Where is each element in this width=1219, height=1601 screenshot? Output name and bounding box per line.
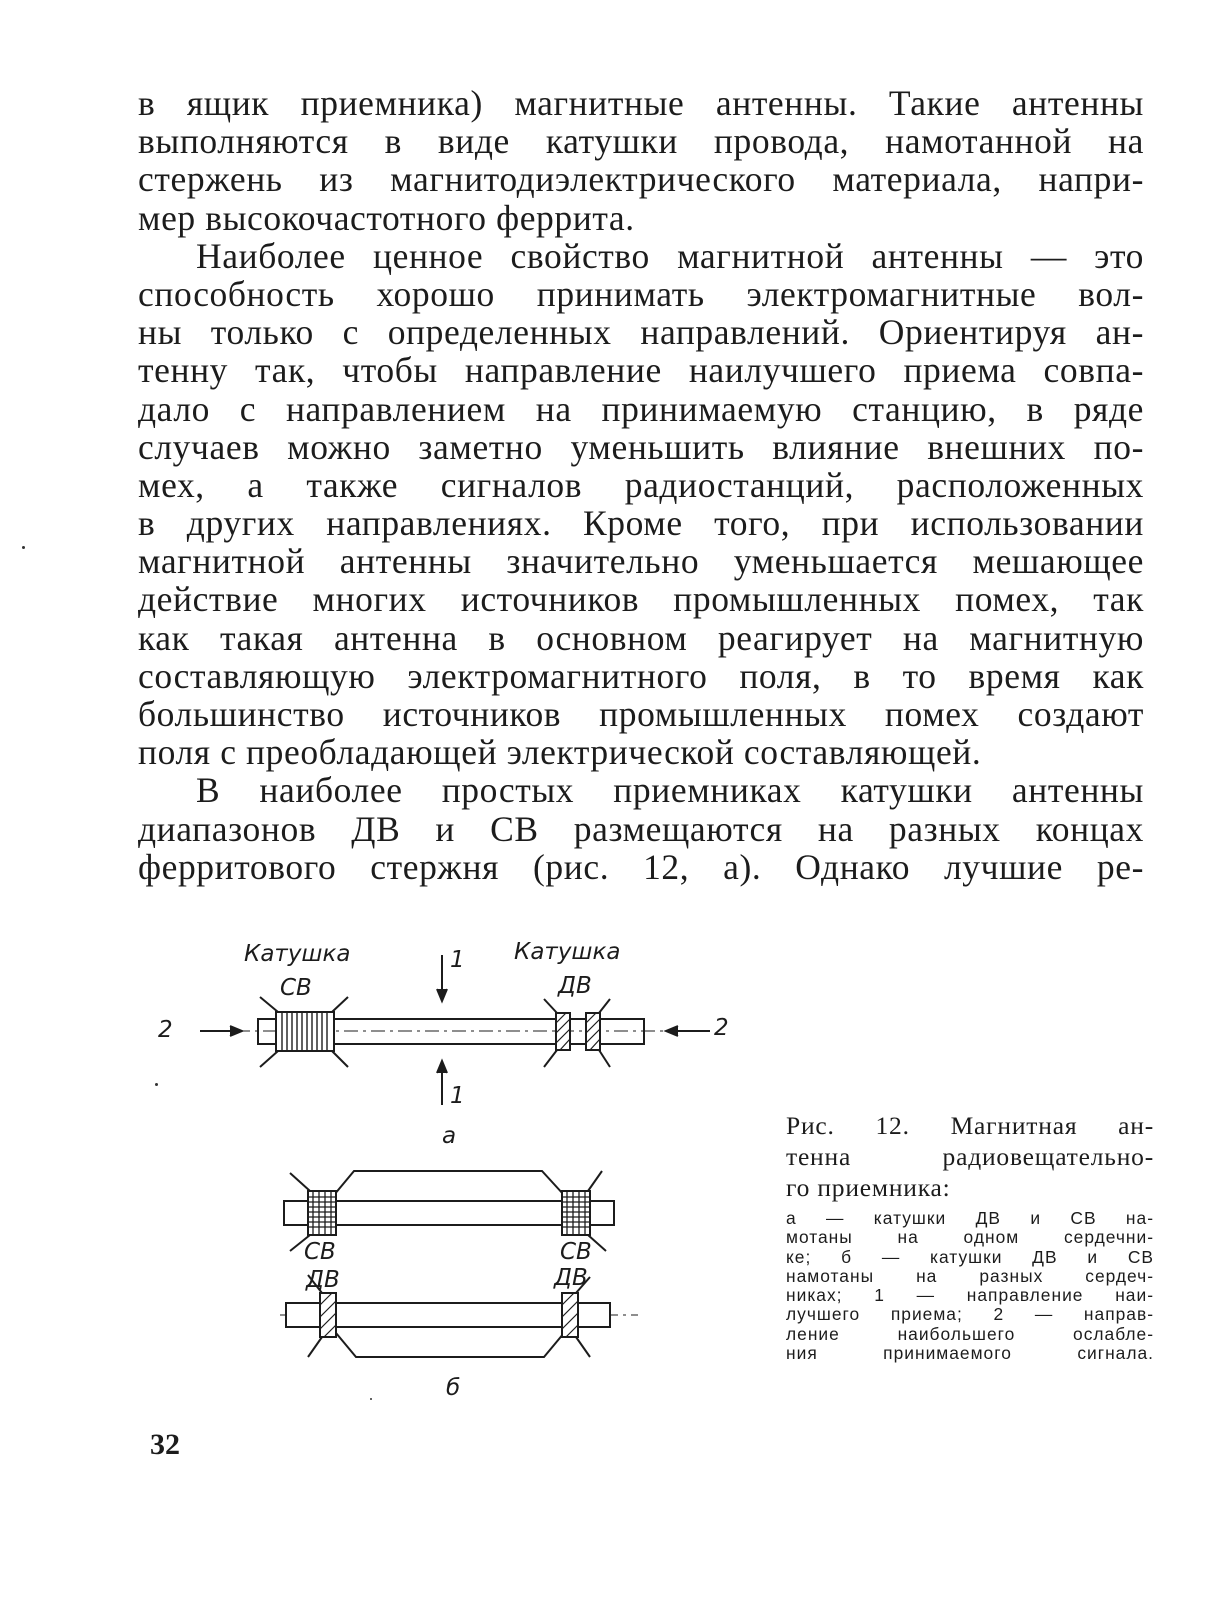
arrow-1-top-label: 1 — [450, 947, 465, 973]
figure-caption — [786, 1110, 1154, 1363]
antenna-drawing — [140, 925, 780, 1425]
arrow-1-bottom-label: 1 — [450, 1083, 465, 1109]
text-line: магнитной антенны значительно уменьшается мешающее — [138, 541, 1144, 582]
b-right-sv-label: СВ — [560, 1239, 592, 1265]
caption-detail-line: мотаны на одном сердечни- — [786, 1227, 1154, 1248]
text-line: составляющую электромагнитного поля, в то время как — [138, 655, 1144, 696]
caption-detail-line: а — катушки ДВ и СВ на- — [786, 1208, 1154, 1228]
scan-speck — [370, 1398, 372, 1400]
scan-speck — [155, 1083, 158, 1086]
text-line: в ящик приемника) магнитные антенны. Такие антенны — [138, 83, 1144, 123]
text-line: тенну так, чтобы направление наилучшего приема совпа- — [138, 350, 1144, 391]
b-right-dv-label: ДВ — [554, 1265, 588, 1291]
text-line: мер высокочастотного феррита. — [138, 197, 635, 238]
caption-detail-line: лучшего приема; 2 — направ- — [786, 1304, 1154, 1325]
coil-dv-band-label: ДВ — [558, 973, 592, 999]
body-text — [138, 84, 1144, 886]
caption-title-line: го приемника: — [786, 1173, 951, 1202]
coil-dv-label: Катушка — [514, 939, 621, 965]
page-number: 32 — [150, 1428, 180, 1461]
text-line: как такая антенна в основном реагирует на магнитную — [138, 617, 1144, 658]
coil-sv-label: Катушка — [244, 941, 351, 967]
text-line: мех, а также сигналов радиостанций, расположенных — [138, 464, 1144, 505]
text-line: стержень из магнитодиэлектрического материала, напри- — [138, 159, 1144, 200]
b-left-dv-label: ДВ — [306, 1267, 340, 1293]
text-line: В наиболее простых приемниках катушки антенны — [196, 770, 1144, 811]
text-line: случаев можно заметно уменьшить влияние внешних по- — [138, 426, 1144, 467]
caption-detail-line: ление наибольшего ослабле- — [786, 1323, 1154, 1344]
subfigure-b-label: б — [446, 1375, 461, 1401]
caption-detail-line: намотаны на разных сердеч- — [786, 1265, 1154, 1286]
text-line: в других направлениях. Кроме того, при использовании — [138, 503, 1144, 544]
arrow-2-left-label: 2 — [158, 1017, 173, 1043]
antenna-diagram — [140, 925, 780, 1425]
caption-detail-line: ке; б — катушки ДВ и СВ — [786, 1246, 1154, 1267]
caption-detail-line: ния принимаемого сигнала. — [786, 1343, 1154, 1364]
caption-title-line: тенна радиовещательно- — [786, 1142, 1154, 1171]
arrow-2-right-label: 2 — [714, 1015, 729, 1041]
b-left-sv-label: СВ — [304, 1239, 336, 1265]
text-line: дало с направлением на принимаемую станцию, в ряде — [138, 388, 1144, 429]
coil-sv-band-label: СВ — [280, 975, 312, 1001]
caption-detail-line: никах; 1 — направление наи- — [786, 1285, 1154, 1306]
text-line: диапазонов ДВ и СВ размещаются на разных концах — [138, 808, 1144, 849]
scan-speck — [22, 546, 25, 549]
subfigure-a-label: а — [442, 1123, 457, 1149]
text-line: большинство источников промышленных помех создают — [138, 694, 1144, 734]
text-line: ферритового стержня (рис. 12, а). Однако лучшие ре- — [138, 846, 1144, 887]
caption-title-line: Рис. 12. Магнитная ан- — [786, 1111, 1154, 1140]
text-line: способность хорошо принимать электромагнитные вол- — [138, 273, 1144, 314]
text-line: действие многих источников промышленных помех, так — [138, 579, 1144, 620]
text-line: выполняются в виде катушки провода, намотанной на — [138, 121, 1144, 162]
text-line: ны только с определенных направлений. Ориентируя ан- — [138, 312, 1144, 353]
text-line: поля с преобладающей электрической составляющей. — [138, 732, 982, 773]
text-line: Наиболее ценное свойство магнитной антенны — это — [196, 235, 1144, 276]
